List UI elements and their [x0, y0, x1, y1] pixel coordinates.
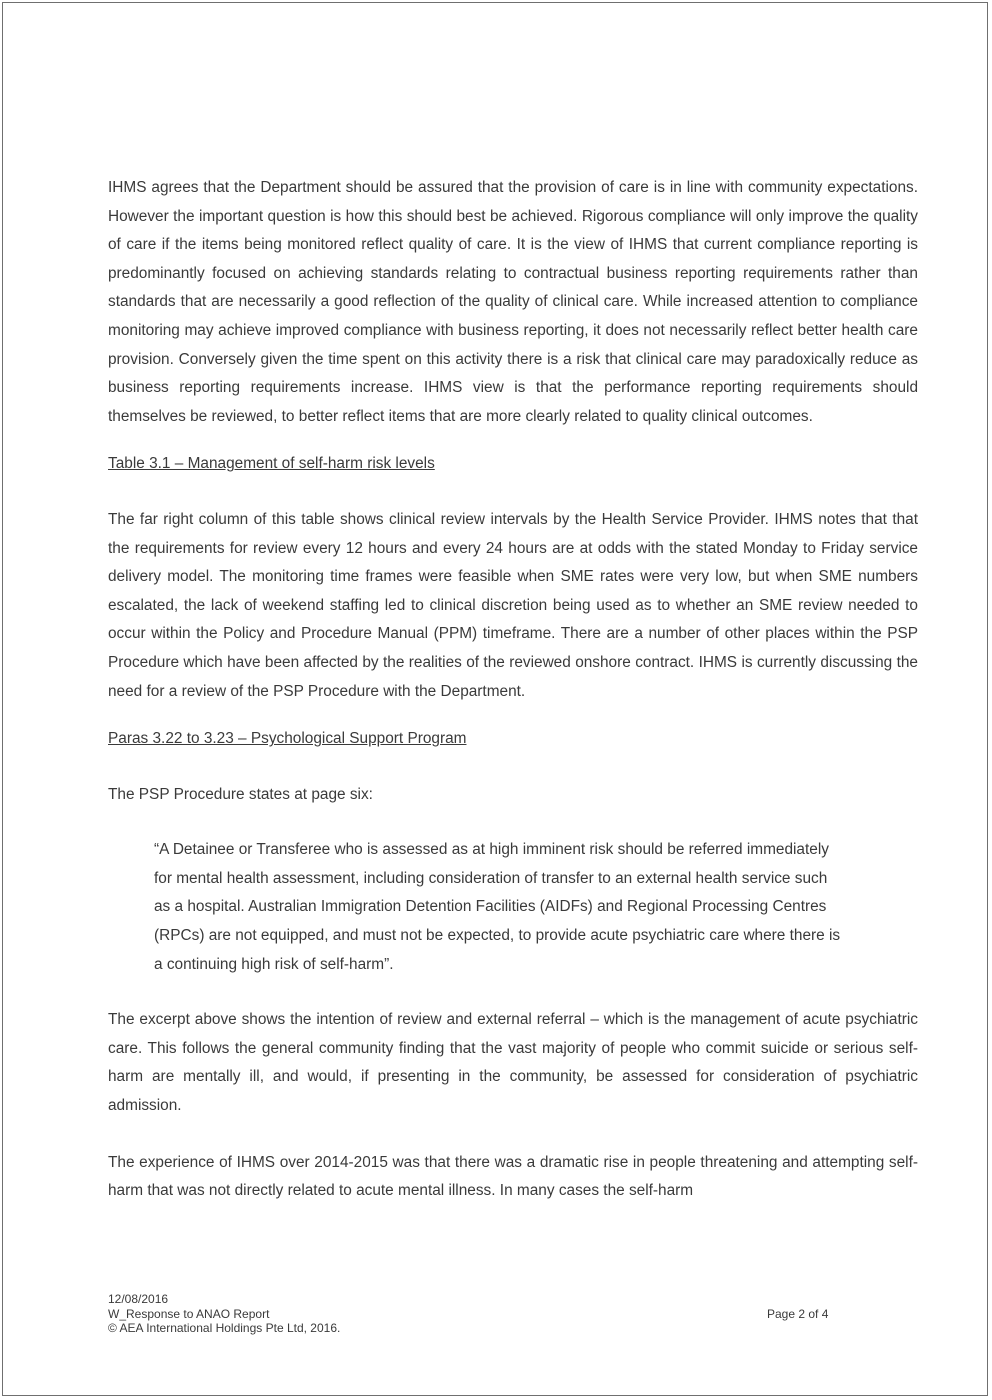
block-quote-psp-procedure: “A Detainee or Transferee who is assessed as at high imminent risk should be referred immediately for mental health assessment, including consideration of transfer to an external health service such as a hospital. Australian Immigration Detention Facilities (AIDFs) and Regional Processing Centres (RPCs) are not equipped, and must not be expected, to provide acute psychiatric care where there is a continuing high risk of self-harm”.: [154, 841, 841, 973]
footer-page-number: Page 2 of 4: [767, 1307, 829, 1321]
section-heading-paras-3-22: Paras 3.22 to 3.23 – Psychological Support Program: [108, 730, 467, 748]
footer-document-name: W_Response to ANAO Report: [108, 1306, 270, 1321]
body-paragraph-compliance: IHMS agrees that the Department should be assured that the provision of care is in line with community expectations. However the important question is how this should best be achieved. Rigorous compliance will only improve the quality of care if the items being monitored reflect quality of care. It is the view of IHMS that current compliance reporting is predominantly focused on achieving standards relating to contractual business reporting requirements rather than standards that are necessarily a good reflection of the quality of clinical care. While increased attention to compliance monitoring may achieve improved compliance with business reporting, it does not necessarily reflect better health care provision. Conversely given the time spent on this activity there is a risk that clinical care may paradoxically reduce as business reporting requirements increase. IHMS view is that the performance reporting requirements should themselves be reviewed, to better reflect items that are more clearly related to quality clinical outcomes.: [108, 179, 918, 425]
document-body: [108, 174, 918, 1206]
section-heading-table-3-1: Table 3.1 – Management of self-harm risk levels: [108, 455, 435, 473]
body-paragraph-review-intervals: The far right column of this table shows clinical review intervals by the Health Service Provider. IHMS notes that that the requirements for review every 12 hours and every 24 hours are at odds with the stated Monday to Friday service delivery model. The monitoring time frames were feasible when SME rates were very low, but when SME numbers escalated, the lack of weekend staffing led to clinical discretion being used as to whether an SME review needed to occur within the Policy and Procedure Manual (PPM) timeframe. There are a number of other places within the PSP Procedure which have been affected by the realities of the reviewed onshore contract. IHMS is currently discussing the need for a review of the PSP Procedure with the Department.: [108, 510, 918, 700]
body-paragraph-experience: The experience of IHMS over 2014-2015 was that there was a dramatic rise in people threatening and attempting self-harm that was not directly related to acute mental illness. In many cases the self-harm: [108, 1153, 918, 1200]
body-paragraph-psp-intro: The PSP Procedure states at page six:: [108, 785, 373, 803]
footer-copyright: © AEA International Holdings Pte Ltd, 2016.: [108, 1321, 341, 1336]
footer-document-info: [108, 1292, 340, 1336]
footer-date: 12/08/2016: [108, 1292, 169, 1306]
body-paragraph-excerpt: The excerpt above shows the intention of review and external referral – which is the management of acute psychiatric care. This follows the general community finding that the vast majority of people who commit suicide or serious self-harm are mentally ill, and would, if presenting in the community, be assessed for consideration of psychiatric admission.: [108, 1011, 918, 1115]
